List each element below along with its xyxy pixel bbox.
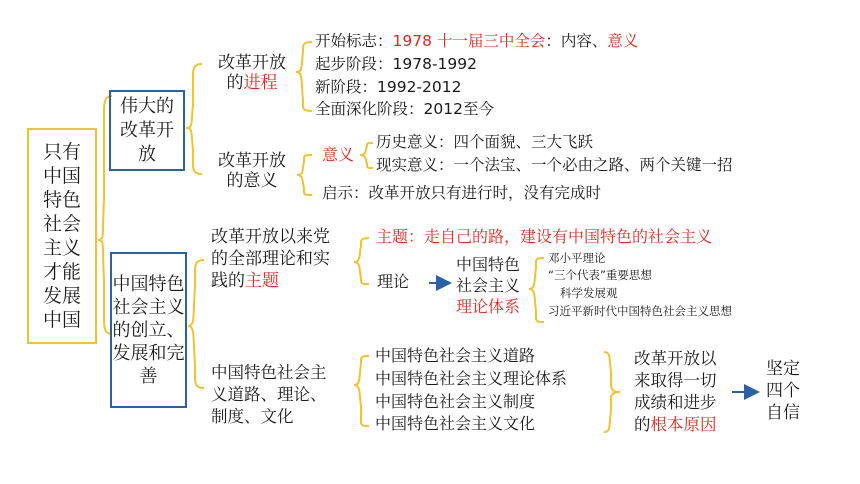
theory-label-red: 主题 (245, 271, 279, 291)
system-label-line3: 理论体系 (456, 297, 521, 316)
roads-label-line2: 义道路、理论、 (211, 385, 327, 404)
branch2-label: 中国特色社会主义的创立、发展和完善 (112, 273, 185, 387)
progress-label (209, 54, 295, 93)
brace-roads-top (354, 356, 369, 385)
roads-label (211, 362, 327, 428)
brace-theory-bottom (354, 262, 369, 284)
root-label: 只有中国特色社会主义才能发展中国 (42, 141, 81, 331)
theme-prefix: 主题： (376, 227, 425, 246)
theme-text (376, 228, 712, 246)
brace-meaning-bottom (360, 155, 373, 168)
reason-prefix: 的 (634, 415, 651, 434)
progress-item-2: 新阶段：1992-2012 (315, 78, 462, 96)
roads-item-theory: 中国特色社会主义理论体系 (375, 369, 568, 388)
reason-line4 (634, 414, 717, 436)
progress-label-red: 进程 (243, 72, 278, 93)
branch1-label: 伟大的改革开放 (120, 95, 174, 165)
theory-sub-label: 理论 (377, 272, 410, 291)
roads-item-culture: 中国特色社会主义文化 (375, 414, 536, 433)
progress-item-1: 起步阶段：1978-1992 (315, 55, 477, 73)
reason-red: 根本原因 (650, 415, 717, 434)
brace-b2-top (188, 260, 204, 326)
start-red2: 意义 (607, 32, 639, 50)
brace-progress-bottom (296, 72, 312, 111)
branch1-box (109, 90, 185, 171)
brace-system-bottom (529, 289, 544, 322)
reason-text (634, 348, 717, 436)
progress-item-3: 全面深化阶段：2012至今 (315, 100, 494, 118)
branch2-box (110, 252, 187, 408)
system-item-three-represents: “三个代表”重要思想 (548, 268, 652, 282)
system-item-deng: 邓小平理论 (548, 251, 606, 265)
progress-label-line2 (209, 74, 295, 94)
brace-progress-top (296, 42, 312, 72)
brace-items-right-top (604, 352, 620, 392)
brace-meaning-top (360, 143, 373, 155)
system-item-scientific: 科学发展观 (560, 286, 618, 300)
significance-label-line2: 的意义 (226, 170, 278, 191)
brace-roads-bottom (354, 385, 369, 426)
system-item-xi: 习近平新时代中国特色社会主义思想 (548, 304, 732, 318)
inspiration-text: 启示：改革开放只有进行时，没有完成时 (322, 184, 602, 202)
start-mid: ：内容、 (545, 32, 608, 50)
progress-item-start (315, 33, 638, 51)
theory-label-line3 (211, 270, 330, 292)
brace-b2-bottom (188, 326, 204, 388)
system-label (456, 254, 520, 317)
meaning-item-reality: 现实意义：一个法宝、一个必由之路、两个关键一招 (376, 156, 733, 174)
brace-b1-top (186, 64, 202, 128)
brace-b1-bottom (186, 128, 202, 174)
brace-system-top (529, 258, 544, 289)
reason-line1: 改革开放以 (634, 349, 717, 368)
meaning-item-history: 历史意义：四个面貌、三大飞跃 (376, 133, 594, 151)
roads-item-road: 中国特色社会主义道路 (375, 346, 536, 365)
brace-items-right-bottom (604, 392, 620, 432)
start-red: 1978 十一届三中全会 (392, 32, 546, 50)
start-prefix: 开始标志： (315, 32, 393, 50)
brace-theory-top (354, 238, 369, 262)
theory-label (211, 226, 330, 292)
progress-label-prefix: 的 (226, 72, 244, 93)
reason-line2: 来取得一切 (634, 371, 717, 390)
system-label-line1: 中国特色 (456, 255, 521, 274)
progress-label-line1: 改革开放 (218, 53, 286, 73)
theme-red: 走自己的路，建设有中国特色的社会主义 (424, 227, 713, 246)
roads-label-line3: 制度、文化 (211, 407, 294, 426)
root-box (27, 128, 97, 344)
reason-line3: 成绩和进步 (634, 393, 717, 412)
significance-label-line1: 改革开放 (218, 151, 286, 171)
meaning-label: 意义 (322, 145, 355, 164)
brace-sig-top (297, 155, 312, 175)
system-label-line2: 社会主义 (456, 276, 521, 295)
brace-sig-bottom (297, 175, 312, 195)
theory-label-line2: 的全部理论和实 (211, 249, 330, 269)
significance-label (209, 152, 295, 191)
confidence-text: 坚定四个自信 (766, 359, 800, 423)
roads-item-system: 中国特色社会主义制度 (375, 392, 536, 411)
theory-label-prefix: 践的 (211, 271, 245, 291)
theory-label-line1: 改革开放以来党 (211, 227, 330, 247)
roads-label-line1: 中国特色社会主 (211, 363, 327, 382)
